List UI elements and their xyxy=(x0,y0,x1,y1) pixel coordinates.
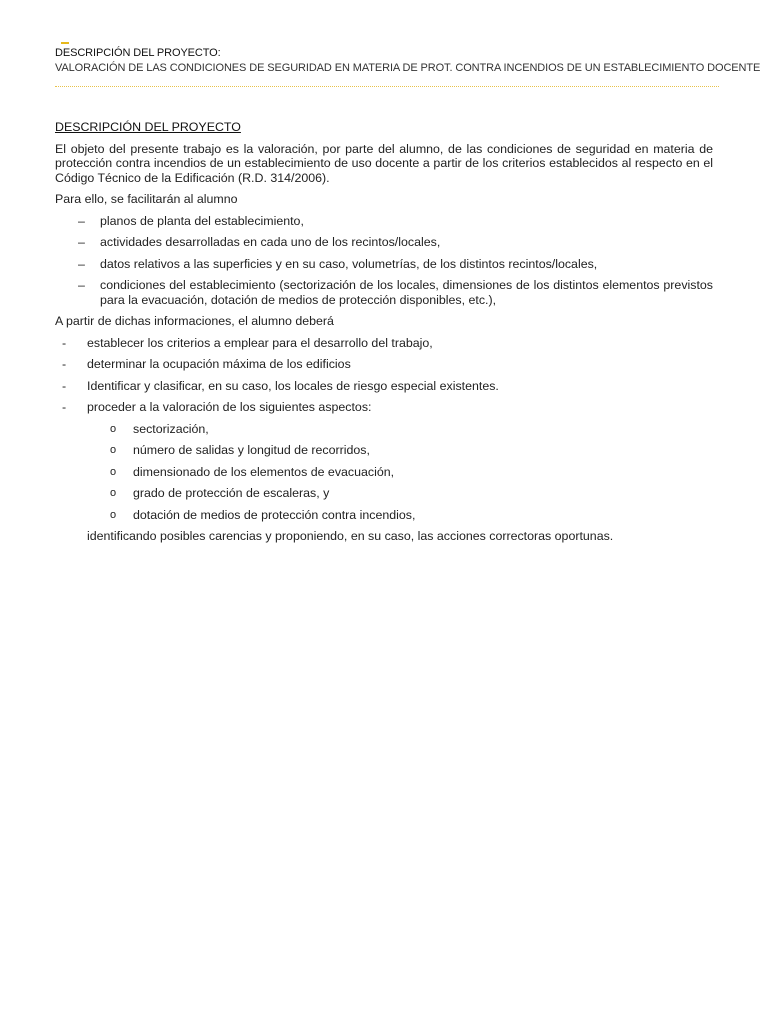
circle-bullet: o xyxy=(110,444,117,456)
list-item-text: condiciones del establecimiento (sectorización de los locales, dimensiones de los distintos elementos previstos para la evacuación, dotación de medios de protección disponibles, etc.), xyxy=(100,278,713,307)
list-item xyxy=(55,235,713,250)
circle-bullet: o xyxy=(110,465,117,478)
list-item xyxy=(55,400,713,415)
list-item xyxy=(55,465,713,480)
header-accent-mark xyxy=(61,42,69,44)
section-title: DESCRIPCIÓN DEL PROYECTO xyxy=(55,120,241,134)
list-item-text: grado de protección de escaleras, y xyxy=(133,486,330,500)
provided-list xyxy=(55,214,713,308)
hyphen-bullet: - xyxy=(62,400,67,414)
circle-bullet: o xyxy=(110,487,117,499)
circle-bullet: o xyxy=(110,422,117,435)
list-item-text: número de salidas y longitud de recorridos, xyxy=(133,443,370,457)
list-item-text: datos relativos a las superficies y en su caso, volumetrías, de los distintos recintos/locales, xyxy=(100,256,598,271)
header-divider xyxy=(55,86,719,87)
provided-lead: Para ello, se facilitarán al alumno xyxy=(55,192,238,206)
closing-paragraph: identificando posibles carencias y proponiendo, en su caso, las acciones correctoras oportunas. xyxy=(87,529,614,543)
tasks-list xyxy=(55,336,713,415)
list-item-text: dotación de medios de protección contra incendios, xyxy=(133,507,416,522)
list-item-text: actividades desarrolladas en cada uno de los recintos/locales, xyxy=(100,235,441,249)
header-label: DESCRIPCIÓN DEL PROYECTO: xyxy=(55,47,221,59)
hyphen-bullet: - xyxy=(62,378,67,393)
header-subtitle: VALORACIÓN DE LAS CONDICIONES DE SEGURIDAD EN MATERIA DE PROT. CONTRA INCENDIOS DE UN ESTABLECIMIENTO DOCENTE xyxy=(55,62,761,74)
list-item xyxy=(55,357,713,372)
list-item xyxy=(55,443,713,458)
list-item xyxy=(55,508,713,523)
list-item-text: determinar la ocupación máxima de los edificios xyxy=(87,357,351,371)
list-item xyxy=(55,214,713,229)
aspects-list xyxy=(55,422,713,523)
hyphen-bullet: - xyxy=(62,335,67,350)
list-item-text: sectorización, xyxy=(133,421,209,436)
list-item xyxy=(55,422,713,437)
list-item xyxy=(55,486,713,501)
dash-bullet: – xyxy=(78,213,85,228)
dash-bullet: – xyxy=(78,256,85,271)
list-item xyxy=(55,278,713,307)
list-item-text: dimensionado de los elementos de evacuación, xyxy=(133,464,395,479)
document-body xyxy=(55,120,713,544)
tasks-lead: A partir de dichas informaciones, el alumno deberá xyxy=(55,314,334,328)
circle-bullet: o xyxy=(110,508,117,521)
list-item xyxy=(55,336,713,351)
list-item xyxy=(55,379,713,394)
list-item-text: Identificar y clasificar, en su caso, los locales de riesgo especial existentes. xyxy=(87,378,499,393)
dash-bullet: – xyxy=(78,235,85,249)
list-item-text: proceder a la valoración de los siguientes aspectos: xyxy=(87,400,372,414)
dash-bullet: – xyxy=(78,278,85,292)
list-item-text: planos de planta del establecimiento, xyxy=(100,213,304,228)
list-item-text: establecer los criterios a emplear para el desarrollo del trabajo, xyxy=(87,335,433,350)
intro-paragraph: El objeto del presente trabajo es la valoración, por parte del alumno, de las condiciones de seguridad en materia de protección contra incendios de un establecimiento de uso docente a partir de los criterios establecidos al respecto en el Código Técnico de la Edificación (R.D. 314/2006). xyxy=(55,141,713,185)
list-item xyxy=(55,257,713,272)
hyphen-bullet: - xyxy=(62,357,67,371)
